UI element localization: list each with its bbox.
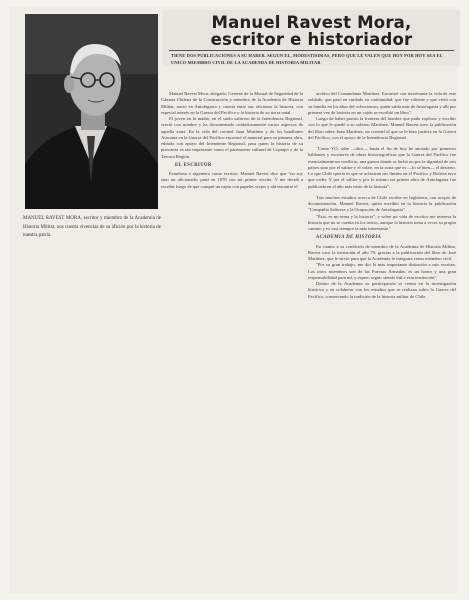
section-heading: ACADEMIA DE HISTORIA — [316, 235, 382, 241]
paragraph: Tras muchos estudios acerca de Chile escribe en Inglaterra, con acopio de documentación, Manuel Ravest, quien escribió en la historia la publicación "Compañía Salitrera y la Ocupación de Antofagasta". — [308, 194, 456, 213]
paragraph: "Ésta, es mi tema y la historia", y sobre mi vida de escritor me interesa la historia que no se cuenta en los textos, aunque la historia toma a veces su propio camino y es casi siempre la más interesante." — [308, 213, 456, 231]
paragraph: Dentro de la Academia su participación se centra en la investigación histórica y en colaborar con los estudios que se realizan sobre la Guerra del Pacífico, conservando la tradición de la historia militar de Chile. — [308, 281, 456, 299]
headline-box — [163, 10, 460, 66]
title-line-1: Manuel Ravest Mora, — [211, 13, 412, 32]
portrait-photo — [25, 14, 158, 209]
paragraph: "Como YO, sabe —dice— hasta el fin de hoy he anotado por primeros hablantes y escritores de obras historiográficas que la Guerra del Pacífico fue esencialmente un conflicto, una guerra donde se luchó no por la dignidad de tres países sino por el salitre y el cobre, en la zona que es —lo sé bien— el desierto. Lo que Chile quería es que se aclararan sus límites en el Pacífico y Bolivia tuvo que ceder. Y por el salitre y por lo mismo mi primer obra de Antofagasta fue publicada en el año más triste de la historia". — [308, 146, 456, 189]
paragraph: "Por su gran trabajo, me dio la más importante distinción a mis escritos. Los otros miembros son de las Fuerzas Armadas; es un honor y una gran responsabilidad para mí, y espero seguir siendo útil a esta institución". — [308, 262, 456, 280]
caption-text: escritor y miembro de la Academia de Historia Militar, nos cuenta vivencias de su afición por la historia de nuestra patria. — [23, 216, 161, 239]
photo-caption — [23, 215, 161, 241]
title-line-2: escritor e historiador — [210, 30, 413, 49]
paragraph: Luego de haber puesto la frontera del hombre que pudo explorar y escribir con lo que le quedó a su sobrino Martínez, Manuel Ravest tuvo la publicación del libro sobre Juan Martínez, un coronel al que se le hizo justicia en la Guerra del Pacífico, con el apoyo de la Intendencia Regional. — [308, 116, 456, 140]
article-title — [163, 14, 460, 48]
text-column-1 — [161, 91, 303, 190]
paragraph: Manuel Ravest Mora, abogado, Gerente de la Mutual de Seguridad de la Cámara Chilena de la Construcción y miembro de la Academia de Historia Militar, nació en Antofagasta y cuenta entre sus aficiones la historia, con especial interés en la Guerra del Pacífico y la historia de su tierra natal. — [161, 91, 303, 115]
newspaper-clipping — [9, 7, 458, 593]
paragraph: archivo del Comandante Martínez. Encontré con interesante la vida de este soldado, que pasó en cuidado su continuidad; que fue valiente y que vivió con su familia en los años del ochocientos, quién sabía más de Antofagasta y allí por primera vez da historia en un cajón se escribió un libro". — [308, 91, 456, 115]
section-heading: EL ESCRITOR — [175, 162, 212, 168]
paragraph: Estudioso e ingeniero como escritor, Manuel Ravest dice que "no soy sino un aficionado; partí en 1978 con mi primer escrito. Y me decidí a escribir luego de que compré un cajón con papeles viejos y ahí encontré el — [161, 171, 303, 189]
paragraph: El joven en la madre, en el suelo salitrero de la Intendencia Regional, creció con nombre y ha documentado cuidadosamente varios aspectos de aquella zona. En la vida del coronel Juan Martínez y de los batallones Atacama en la Guerra del Pacífico encontró el material para su primera obra, editada con apoyo del Intendente Regional, para quien la historia de su provincia es tan importante como el patrimonio cultural de Copiapó y de la Tercera Región. — [161, 116, 303, 159]
paragraph: En cuanto a su condición de miembro de la Academia de Historia Militar, Ravest tuvo la invitación el año 79, gracias a la publicación del libro de José Martínez, que le sirvió para que la Academia lo integrara como miembro civil. — [308, 243, 456, 261]
article-deck: TIENE DOS PUBLICACIONES A SU HABER. SEGUN EL, MODESTISIMAS, PERO QUE LE VALEN QUE HOY POR HOY SEA EL UNICO MIEMBRO CIVIL DE LA ACADEMIA DE HISTORIA MILITAR — [171, 53, 443, 65]
caption-lead: MANUEL RAVEST MORA, — [23, 216, 83, 221]
text-column-2 — [308, 91, 456, 300]
portrait-image — [25, 14, 158, 209]
